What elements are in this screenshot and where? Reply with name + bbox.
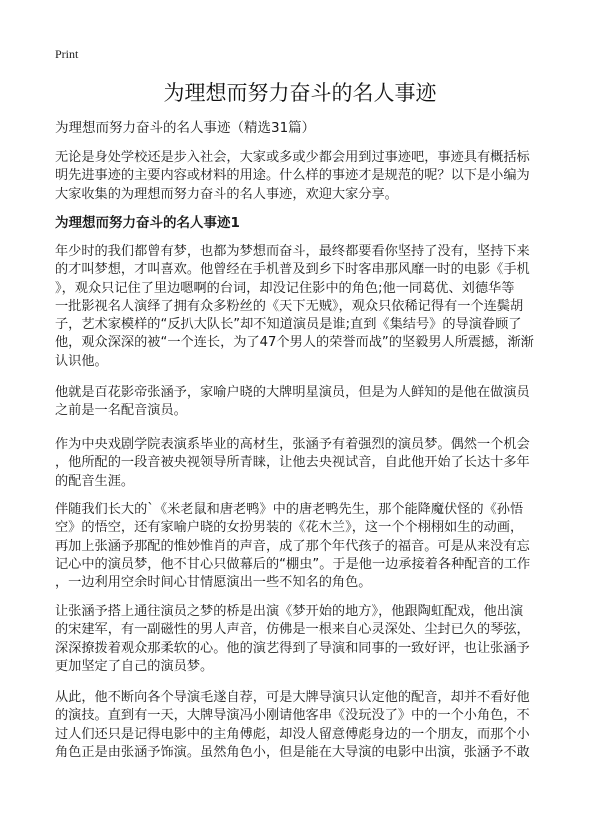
subtitle: 为理想而努力奋斗的名人事迹（精选31篇）: [55, 120, 316, 136]
text-line: 无论是身处学校还是步入社会，大家或多或少都会用到过事迹吧，事迹具有概括标: [55, 150, 530, 165]
text-line: 过人们还只是记得电影中的主角傅彪，却没人留意傅彪身边的一个朋友，而那个小: [55, 726, 530, 742]
page-title: 为理想而努力奋斗的名人事迹: [163, 81, 437, 105]
text-line: 伴随我们长大的`《米老鼠和唐老鸭》中的唐老鸭先生，那个能降魔伏怪的《孙悟: [55, 502, 524, 517]
paragraph: [55, 603, 555, 676]
text-line: 他就是百花影帝张涵予，家喻户晓的大牌明星演员，但是为人鲜知的是他在做演员: [55, 385, 530, 400]
text-line: 的才叫梦想，才叫喜欢。他曾经在手机普及到乡下时客串那风靡一时的电影《手机: [55, 262, 530, 278]
text-line: 空》的悟空，还有家喻户晓的女扮男装的《花木兰》，这一个个栩栩如生的动画，: [55, 520, 524, 536]
text-line: 更加坚定了自己的演员梦。: [55, 658, 214, 674]
text-line: ，他所配的一段音被央视领导所青睐，让他去央视试音，自此他开始了长达十多年: [55, 455, 530, 471]
text-line: 的宋建军，有一副磁性的男人声音，仿佛是一根来自心灵深处、尘封已久的琴弦，: [55, 622, 530, 638]
text-line: 再加上张涵予那配的惟妙惟肖的声音，成了那个年代孩子的福音。可是从来没有忘: [55, 538, 530, 554]
paragraph: [55, 689, 555, 762]
paragraph: [55, 501, 555, 592]
paragraph: [55, 436, 555, 491]
text-line: 明先进事迹的主要内容或材料的用途。什么样的事迹才是规范的呢？以下是小编为: [55, 168, 530, 184]
text-line: 子，艺术家模样的“反扒大队长”却不知道演员是谁;直到《集结号》的导演眷顾了: [55, 317, 522, 333]
text-line: 角色正是由张涵予饰演。虽然角色小，但是能在大导演的电影中出演，张涵予不敢: [55, 744, 530, 760]
text-line: 之前是一名配音演员。: [55, 403, 187, 419]
intro-paragraph: [55, 149, 555, 204]
print-link[interactable]: Print: [55, 47, 79, 61]
text-line: 的配音生涯。: [55, 473, 135, 489]
text-line: ，一边利用空余时间心甘情愿演出一些不知名的角色。: [55, 575, 372, 591]
text-line: 让张涵予搭上通往演员之梦的桥是出演《梦开始的地方》，他跟陶虹配戏，他出演: [55, 604, 524, 619]
section-heading: 为理想而努力奋斗的名人事迹1: [55, 215, 240, 231]
text-line: 一批影视名人演绎了拥有众多粉丝的《天下无贼》，观众只依稀记得有一个连鬓胡: [55, 298, 524, 314]
text-line: 》，观众只记住了里边嗯啊的台词，却没记住影中的角色;他一同葛优、刘德华等: [55, 280, 515, 296]
text-line: 深深撩拨着观众那柔软的心。他的演艺得到了导演和同事的一致好评，也让张涵予: [55, 640, 530, 656]
text-line: 记心中的演员梦，他不甘心只做幕后的“棚虫”。于是他一边承接着各种配音的工作: [55, 556, 531, 572]
text-line: 从此，他不断向各个导演毛遂自荐，可是大牌导演只认定他的配音，却并不看好他: [55, 690, 530, 705]
paragraph: [55, 243, 555, 371]
text-line: 他，观众深深的被“一个连长，为了47个男人的荣誉而战”的坚毅男人所震撼，渐渐: [55, 335, 534, 351]
text-line: 认识他。: [55, 353, 108, 369]
text-line: 年少时的我们都曾有梦，也都为梦想而奋斗，最终都要看你坚持了没有，坚持下来: [55, 244, 530, 259]
paragraph: [55, 384, 555, 421]
text-line: 的演技。直到有一天，大牌导演冯小刚请他客串《没玩没了》中的一个小角色，不: [55, 708, 530, 724]
text-line: 大家收集的为理想而努力奋斗的名人事迹，欢迎大家分享。: [55, 186, 398, 202]
text-line: 作为中央戏剧学院表演系毕业的高材生，张涵予有着强烈的演员梦。偶然一个机会: [55, 437, 530, 452]
